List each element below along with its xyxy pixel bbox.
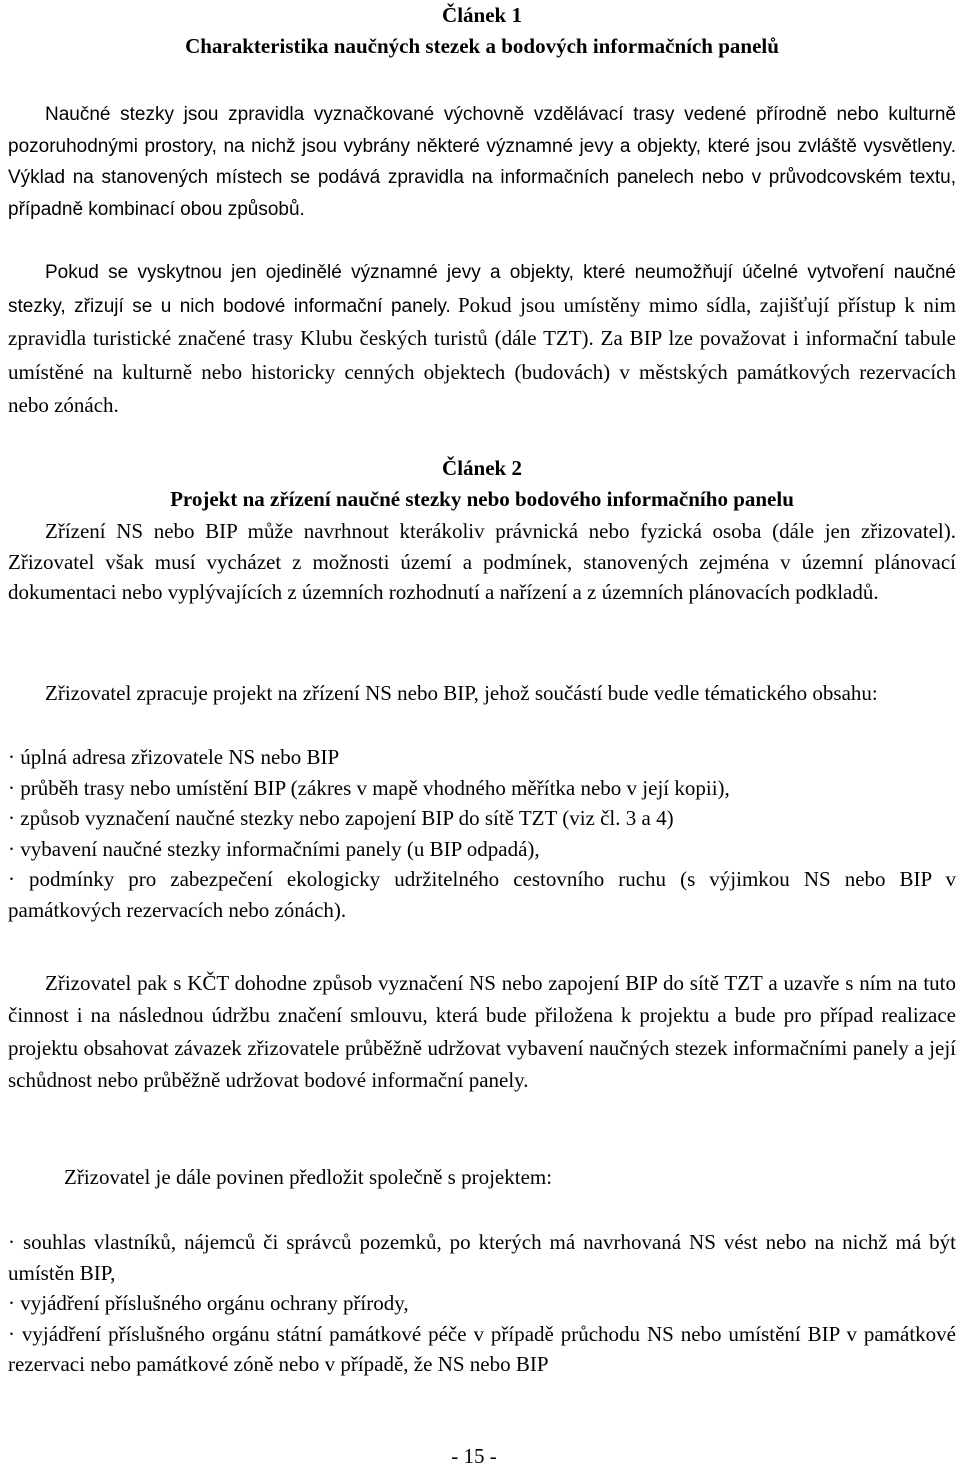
article-1-paragraph-2 <box>8 257 956 424</box>
article-2-paragraph-1: Zřízení NS nebo BIP může navrhnout kterákoliv právnická nebo fyzická osoba (dále jen zřizovatel). Zřizovatel však musí vycházet z možnosti území a podmínek, stanovených zejména v územní plánovací dokumentaci nebo vyplývajících z územních rozhodnutí a nařízení a z územních plánovacích podkladů. <box>8 519 956 605</box>
list-item: · souhlas vlastníků, nájemců či správců pozemků, po kterých má navrhovaná NS vést nebo na nichž má být umístěn BIP, <box>8 1230 956 1285</box>
list-item: · vyjádření příslušného orgánu ochrany přírody, <box>8 1291 409 1316</box>
article-2-paragraph-4: Zřizovatel je dále povinen předložit společně s projektem: <box>64 1165 553 1189</box>
list-item: · vybavení naučné stezky informačními panely (u BIP odpadá), <box>8 836 540 861</box>
article-1-paragraph-2-serif: Pokud jsou umístěny mimo sídla, zajišťují přístup k nim zpravidla turistické značené trasy Klubu českých turistů (dále TZT). Za BIP lze považovat i informační tabule umístěné na kulturně nebo historicky cenných objektech (budovách) v městských památkových rezervacích nebo zónách. <box>8 292 957 417</box>
article-1-subtitle: Charakteristika naučných stezek a bodových informačních panelů <box>185 34 779 58</box>
article-2-attachments-list <box>8 1227 956 1380</box>
list-item: · podmínky pro zabezpečení ekologicky udržitelného cestovního ruchu (s výjimkou NS nebo BIP v památkových rezervacích nebo zónách). <box>8 867 956 922</box>
list-item: · způsob vyznačení naučné stezky nebo zapojení BIP do sítě TZT (viz čl. 3 a 4) <box>8 806 674 831</box>
article-1-paragraph-2-sans: Pokud se vyskytnou jen ojedinělé významné jevy a objekty, které neumožňují účelné vytvoření naučné stezky, zřizují se u nich bodové informační panely. <box>8 262 956 317</box>
article-2-subtitle: Projekt na zřízení naučné stezky nebo bodového informačního panelu <box>170 487 794 511</box>
list-item: · průběh trasy nebo umístění BIP (zákres v mapě vhodného měřítka nebo v její kopii), <box>8 775 730 800</box>
document-page <box>8 0 956 1470</box>
article-2-requirements-list <box>8 742 956 926</box>
article-1 <box>8 0 956 62</box>
article-1-title: Článek 1 <box>442 3 522 27</box>
article-2-paragraph-2: Zřizovatel zpracuje projekt na zřízení NS nebo BIP, jehož součástí bude vedle tématického obsahu: <box>45 681 878 705</box>
article-2-paragraph-3: Zřizovatel pak s KČT dohodne způsob vyznačení NS nebo zapojení BIP do sítě TZT a uzavře s ním na tuto činnost i na následnou údržbu značení smlouvu, která bude přiložena k projektu a bude pro případ realizace projektu obsahovat závazek zřizovatele průběžně udržovat vybavení naučných stezek informačními panely a její schůdnost nebo průběžně udržovat bodové informační panely. <box>8 971 956 1093</box>
list-item: · vyjádření příslušného orgánu státní památkové péče v případě průchodu NS nebo umístění BIP v památkové rezervaci nebo památkové zóně nebo v případě, že NS nebo BIP <box>8 1321 956 1377</box>
article-2-title: Článek 2 <box>442 456 522 480</box>
article-2-heading <box>8 453 956 515</box>
article-1-paragraph-1: Naučné stezky jsou zpravidla vyznačkované výchovně vzdělávací trasy vedené přírodně nebo kulturně pozoruhodnými prostory, na nichž jsou vybrány některé významné jevy a objekty, které jsou zvláště vysvětleny. Výklad na stanovených místech se podává zpravidla na informačních panelech nebo v průvodcovském textu, případně kombinací obou způsobů. <box>8 104 956 220</box>
list-item: · úplná adresa zřizovatele NS nebo BIP <box>8 745 340 769</box>
page-number: - 15 - <box>451 1444 497 1468</box>
